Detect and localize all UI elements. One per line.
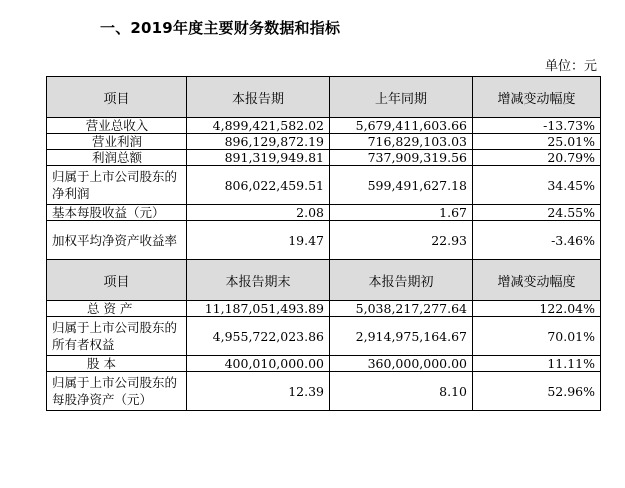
table-row [47, 221, 601, 260]
table-row [47, 356, 601, 372]
header-change: 增减变动幅度 [473, 77, 601, 118]
table-header-row [47, 260, 601, 301]
header-item: 项目 [47, 77, 187, 118]
table-header-row [47, 77, 601, 118]
row-change: -13.73% [473, 118, 601, 134]
row-previous: 8.10 [330, 372, 473, 411]
row-change: 25.01% [473, 134, 601, 150]
header-item: 项目 [47, 260, 187, 301]
row-change: 24.55% [473, 205, 601, 221]
row-current: 19.47 [187, 221, 330, 260]
table-row [47, 150, 601, 166]
row-label: 营业利润 [47, 134, 187, 150]
table-row [47, 166, 601, 205]
row-previous: 737,909,319.56 [330, 150, 473, 166]
row-change: 20.79% [473, 150, 601, 166]
row-previous: 1.67 [330, 205, 473, 221]
row-current: 806,022,459.51 [187, 166, 330, 205]
row-change: 122.04% [473, 301, 601, 317]
row-change: -3.46% [473, 221, 601, 260]
unit-label: 单位：元 [544, 59, 597, 74]
row-previous: 360,000,000.00 [330, 356, 473, 372]
row-current: 2.08 [187, 205, 330, 221]
row-previous: 5,038,217,277.64 [330, 301, 473, 317]
row-current: 896,129,872.19 [187, 134, 330, 150]
row-current: 400,010,000.00 [187, 356, 330, 372]
header-previous-period: 上年同期 [330, 77, 473, 118]
row-change: 34.45% [473, 166, 601, 205]
row-label: 股 本 [47, 356, 187, 372]
financial-data-table [46, 76, 601, 411]
row-label: 归属于上市公司股东的每股净资产（元） [47, 372, 187, 411]
header-change: 增减变动幅度 [473, 260, 601, 301]
table-row [47, 317, 601, 356]
row-previous: 5,679,411,603.66 [330, 118, 473, 134]
row-previous: 2,914,975,164.67 [330, 317, 473, 356]
page-title: 一、2019年度主要财务数据和指标 [100, 19, 341, 37]
row-current: 4,955,722,023.86 [187, 317, 330, 356]
row-previous: 716,829,103.03 [330, 134, 473, 150]
table-row [47, 118, 601, 134]
table-row [47, 205, 601, 221]
table-row [47, 301, 601, 317]
row-change: 11.11% [473, 356, 601, 372]
row-change: 52.96% [473, 372, 601, 411]
row-previous: 599,491,627.18 [330, 166, 473, 205]
row-previous: 22.93 [330, 221, 473, 260]
row-label: 营业总收入 [47, 118, 187, 134]
row-current: 11,187,051,493.89 [187, 301, 330, 317]
row-label: 基本每股收益（元） [47, 205, 187, 221]
header-current-period: 本报告期 [187, 77, 330, 118]
row-current: 12.39 [187, 372, 330, 411]
row-label: 利润总额 [47, 150, 187, 166]
header-period-start: 本报告期初 [330, 260, 473, 301]
table-row [47, 372, 601, 411]
row-current: 4,899,421,582.02 [187, 118, 330, 134]
header-period-end: 本报告期末 [187, 260, 330, 301]
row-current: 891,319,949.81 [187, 150, 330, 166]
row-label: 归属于上市公司股东的净利润 [47, 166, 187, 205]
row-label: 加权平均净资产收益率 [47, 221, 187, 260]
row-change: 70.01% [473, 317, 601, 356]
row-label: 归属于上市公司股东的所有者权益 [47, 317, 187, 356]
row-label: 总 资 产 [47, 301, 187, 317]
table-row [47, 134, 601, 150]
